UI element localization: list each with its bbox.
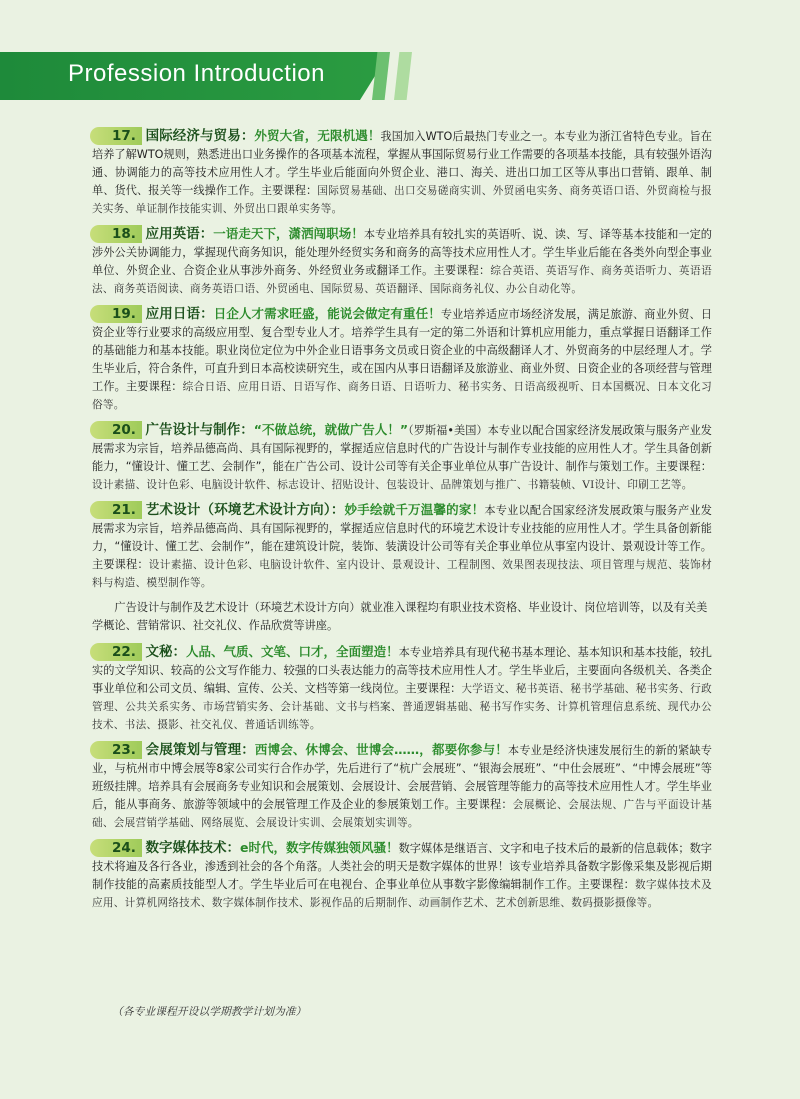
footnote: （各专业课程开设以学期教学计划为准） xyxy=(112,1005,307,1018)
profession-entry-21 xyxy=(92,501,712,592)
entry-number: 23. xyxy=(90,741,142,759)
entry-title: 艺术设计（环境艺术设计方向）： xyxy=(145,502,345,518)
entry-courses: 会展概论、会展法规、广告与平面设计基础、会展营销学基础、网络展览、会展设计实训、会展策划实训等。 xyxy=(92,799,712,829)
entry-body: 数字媒体是继语言、文字和电子技术后的最新的信息载体；数字技术将遍及各行各业，渗透到社会的各个角落。人类社会的明天是数字媒体的世界！该专业培养具备数字影像采集及影视后期制作技能的高素质技能型人才。学生毕业后可在电视台、企事业单位从事数字影像编辑制作工作。主要课程： xyxy=(92,842,712,891)
entry-title: 国际经济与贸易： xyxy=(145,128,255,144)
entry-slogan: “不做总统，就做广告人！” xyxy=(253,422,409,437)
entry-body: 本专业培养具有较扎实的英语听、说、读、写、译等基本技能和一定的涉外公关协调能力，掌握现代商务知识，能处理外经贸实务和商务的高等技术应用性人才。学生毕业后能在各类外向型企事业单位、外贸企业、合资企业从事涉外商务、外经贸业务或翻译工作。主要课程： xyxy=(92,228,712,277)
page-title: Profession Introduction xyxy=(68,60,325,87)
entry-courses: 综合日语、应用日语、日语写作、商务日语、日语听力、秘书实务、日语高级视听、日本国概况、日本文化习俗等。 xyxy=(92,381,712,411)
entry-slogan: 西博会、休博会、世博会……，都要你参与！ xyxy=(254,742,508,757)
entry-body: 专业培养适应市场经济发展，满足旅游、商业外贸、日资企业等行业要求的高级应用型、复合型专业人才。培养学生具有一定的第二外语和计算机应用能力，重点掌握日语翻译工作的基础能力和基本技能。职业岗位定位为中外企业日语事务文员或日资企业的中高级翻译人才、外贸商务的中层经理人才。学生毕业后，符合条件，可直升到日本高校读研究生，或在国内从事日语翻译及旅游业、商业外贸、日资企业的各项经营与管理工作。主要课程： xyxy=(92,308,712,393)
entry-title: 数字媒体技术： xyxy=(145,840,241,856)
entry-slogan: 日企人才需求旺盛，能说会做定有重任！ xyxy=(213,306,441,321)
profession-entry-18 xyxy=(92,225,712,298)
entry-title: 广告设计与制作： xyxy=(145,422,254,438)
entry-title: 应用日语： xyxy=(145,306,214,322)
entry-title: 会展策划与管理： xyxy=(145,742,255,758)
entry-number: 19. xyxy=(90,305,142,323)
entry-body: 我国加入WTO后最热门专业之一。本专业为浙江省特色专业。旨在培养了解WTO规则，熟悉进出口业务操作的各项基本流程，掌握从事国际贸易行业工作需要的各项基本技能，具有较强外语沟通、协调能力的高等技术应用性人才。学生毕业后能面向外贸企业、港口、海关、进出口加工区等从事出口营销、跟单、制单、货代、报关等一线操作工作。主要课程： xyxy=(92,130,712,197)
entry-title: 应用英语： xyxy=(145,226,214,242)
entry-body: 本专业以配合国家经济发展政策与服务产业发展需求为宗旨，培养品德高尚、具有国际视野的，掌握适应信息时代的环境艺术设计专业技能的应用性人才。学生具备创新能力，“懂设计、懂工艺、会制作”，能在建筑设计院，装饰、装潢设计公司等有关企事业单位从事室内设计、景观设计等工作。主要课程： xyxy=(92,504,712,571)
entry-number: 18. xyxy=(90,225,142,243)
entry-body: 本专业是经济快速发展衍生的新的紧缺专业，与杭州市中博会展等8家公司实行合作办学，先后进行了“杭广会展班”、“银海会展班”、“中仕会展班”、“中博会展班”等班级挂牌。培养具有会展商务专业知识和会展策划、会展设计、会展营销、会展管理等能力的高等技术应用性人才。学生毕业后，能从事商务、旅游等领域中的会展管理工作及企业的参展策划工作。主要课程： xyxy=(92,744,712,811)
entry-number: 20. xyxy=(90,421,142,439)
profession-list xyxy=(92,127,712,919)
profession-entry-22 xyxy=(92,643,712,734)
entry-number: 22. xyxy=(90,643,142,661)
profession-entry-23 xyxy=(92,741,712,832)
entry-body: （罗斯福•美国）本专业以配合国家经济发展政策与服务产业发展需求为宗旨，培养品德高尚、具有国际视野的，掌握适应信息时代的广告设计与制作专业技能的应用性人才。学生具备创新能力，“懂设计、懂工艺、会制作”，能在广告公司、设计公司等有关企事业单位从事广告设计、制作与策划工作。主要课程： xyxy=(92,424,712,473)
design-note: 广告设计与制作及艺术设计（环境艺术设计方向）就业准入课程均有职业技术资格、毕业设计、岗位培训等，以及有关美学概论、营销常识、社交礼仪、作品欣赏等讲座。 xyxy=(92,601,708,632)
entry-title: 文秘： xyxy=(145,644,186,660)
profession-entry-19 xyxy=(92,305,712,414)
entry-body: 本专业培养具有现代秘书基本理论、基本知识和基本技能，较扎实的文学知识、较高的公文写作能力、较强的口头表达能力的高等技术应用性人才。学生毕业后，主要面向各级机关、各类企事业单位和公司文员、编辑、宣传、公关、文档等第一线岗位。主要课程： xyxy=(92,646,712,695)
profession-entry-20 xyxy=(92,421,712,494)
profession-entry-24 xyxy=(92,839,712,912)
entry-number: 17. xyxy=(90,127,142,145)
entry-courses: 数字媒体技术及应用、计算机网络技术、数字媒体制作技术、影视作品的后期制作、动画制作艺术、艺术创新思维、数码摄影摄像等。 xyxy=(92,879,712,909)
entry-courses: 综合英语、英语写作、商务英语听力、英语语法、商务英语阅读、商务英语口语、外贸函电、国际贸易、英语翻译、国际商务礼仪、办公自动化等。 xyxy=(92,265,712,295)
entry-number: 21. xyxy=(90,501,142,519)
entry-slogan: e时代，数字传媒独领风骚！ xyxy=(240,840,399,855)
entry-slogan: 人品、气质、文笔、口才，全面塑造！ xyxy=(186,644,399,659)
entry-courses: 设计素描、设计色彩、电脑设计软件、标志设计、招贴设计、包装设计、品牌策划与推广、书籍装帧、VI设计、印刷工艺等。 xyxy=(92,479,693,491)
entry-slogan: 妙手绘就千万温馨的家！ xyxy=(344,502,485,517)
entry-courses: 国际贸易基础、出口交易磋商实训、外贸函电实务、商务英语口语、外贸商检与报关实务、单证制作技能实训、外贸出口跟单实务等。 xyxy=(92,185,712,215)
entry-slogan: 一语走天下，潇洒闯职场！ xyxy=(213,226,364,241)
entry-courses: 设计素描、设计色彩、电脑设计软件、室内设计、景观设计、工程制图、效果图表现技法、项目管理与规范、装饰材料与构造、模型制作等。 xyxy=(92,559,712,589)
profession-entry-17 xyxy=(92,127,712,218)
entry-courses: 大学语文、秘书英语、秘书学基础、秘书实务、行政管理、公共关系实务、市场营销实务、会计基础、文书与档案、普通逻辑基础、秘书写作实务、计算机管理信息系统、现代办公技术、书法、摄影、社交礼仪、普通话训练等。 xyxy=(92,683,712,731)
header-stripe xyxy=(394,52,412,100)
entry-slogan: 外贸大省，无限机遇！ xyxy=(254,128,381,143)
entry-number: 24. xyxy=(90,839,142,857)
